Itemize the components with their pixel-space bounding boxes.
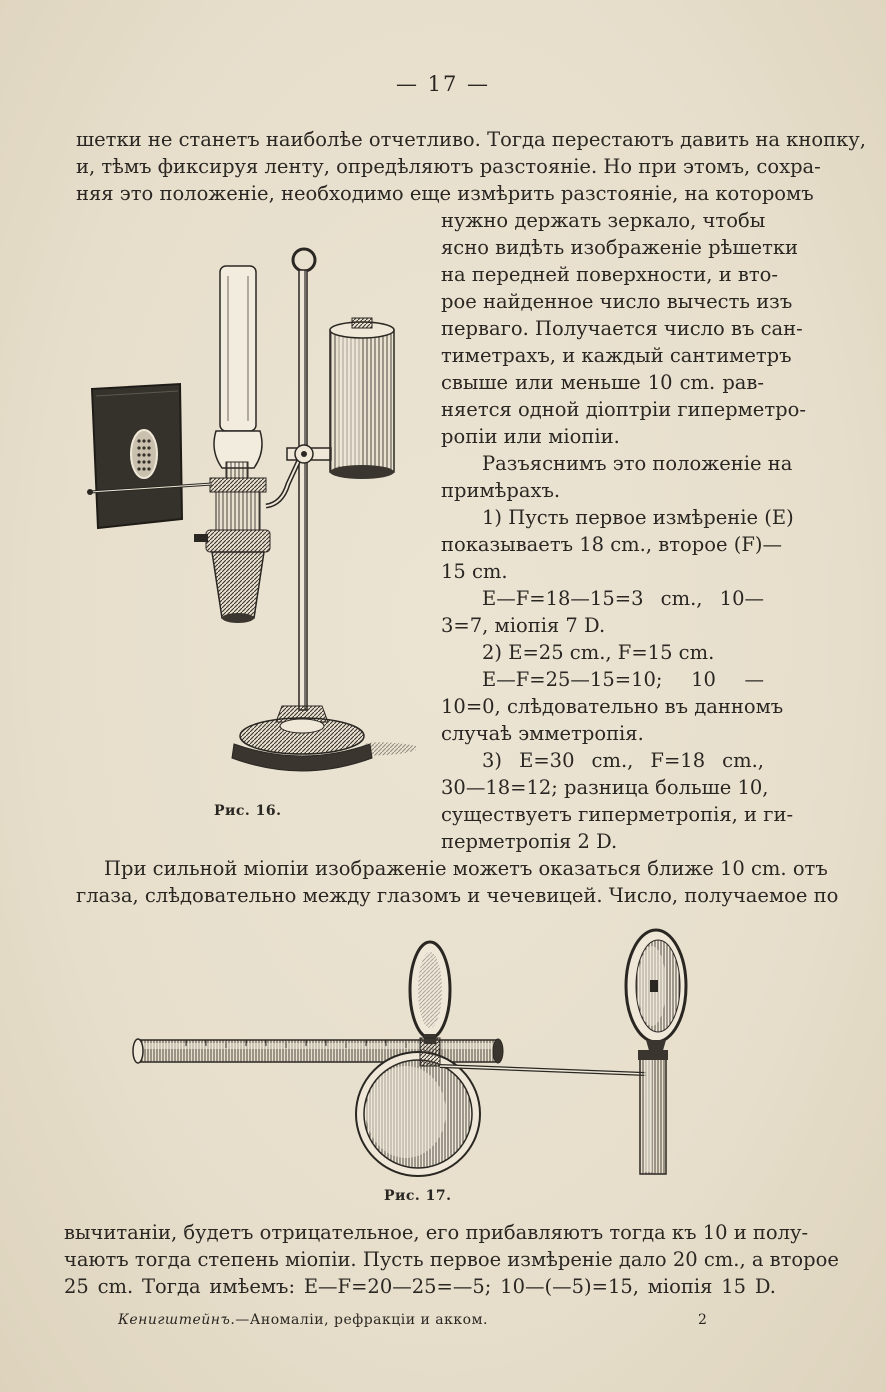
column-line-11: примѣрахъ. (441, 479, 561, 502)
figure-17-instrument-illustration (126, 926, 716, 1182)
footer-signature (118, 1312, 488, 1328)
column-line-18: E—F=25—15=10; 10 — (482, 668, 764, 691)
figure-17-caption: Рис. 17. (384, 1188, 452, 1204)
page-number: — 17 — (395, 72, 491, 96)
column-line-9: ропіи или міопіи. (441, 425, 620, 448)
text-line-middle-2: глаза, слѣдовательно между глазомъ и чечевицей. Число, получаемое по (76, 884, 839, 907)
column-line-5: перваго. Получается число въ сан- (441, 317, 803, 340)
column-line-1: нужно держать зеркало, чтобы (441, 209, 766, 232)
figure-16-lamp-illustration (82, 236, 422, 786)
column-line-23: существуетъ гиперметропія, и ги- (441, 803, 794, 826)
text-line-bottom-2: чаютъ тогда степень міопіи. Пусть первое измѣреніе дало 20 cm., а второе (64, 1248, 839, 1271)
text-line-top-3: няя это положеніе, необходимо еще измѣрить разстояніе, на которомъ (76, 182, 814, 205)
footer-sheet-number: 2 (698, 1312, 708, 1328)
footer-title: —Аномаліи, рефракціи и акком. (235, 1312, 488, 1328)
column-line-10: Разъяснимъ это положеніе на (482, 452, 793, 475)
column-line-14: 15 cm. (441, 560, 508, 583)
column-line-3: на передней поверхности, и вто- (441, 263, 778, 286)
column-line-2: ясно видѣть изображеніе рѣшетки (441, 236, 799, 259)
column-line-17: 2) E=25 cm., F=15 cm. (482, 641, 715, 664)
column-line-15: E—F=18—15=3 cm., 10— (482, 587, 764, 610)
column-line-4: рое найденное число вычесть изъ (441, 290, 793, 313)
column-line-13: показываетъ 18 cm., второе (F)— (441, 533, 782, 556)
footer-author: Кенигштейнъ. (118, 1312, 236, 1328)
text-line-bottom-3: 25 cm. Тогда имѣемъ: E—F=20—25=—5; 10—(—5)=15, міопія 15 D. (64, 1275, 776, 1298)
text-line-top-1: шетки не станетъ наиболѣе отчетливо. Тогда перестаютъ давить на кнопку, (76, 128, 866, 151)
column-line-6: тиметрахъ, и каждый сантиметръ (441, 344, 792, 367)
column-line-20: случаѣ эмметропія. (441, 722, 644, 745)
text-line-top-2: и, тѣмъ фиксируя ленту, опредѣляютъ разстояніе. Но при этомъ, сохра- (76, 155, 821, 178)
column-line-16: 3=7, міопія 7 D. (441, 614, 606, 637)
column-line-12: 1) Пусть первое измѣреніе (E) (482, 506, 794, 529)
figure-16-caption: Рис. 16. (214, 803, 282, 819)
column-line-21: 3) E=30 cm., F=18 cm., (482, 749, 764, 772)
text-line-bottom-1: вычитаніи, будетъ отрицательное, его прибавляютъ тогда къ 10 и полу- (64, 1221, 809, 1244)
column-line-22: 30—18=12; разница больше 10, (441, 776, 769, 799)
column-line-8: няется одной діоптріи гиперметро- (441, 398, 806, 421)
text-line-middle-1: При сильной міопіи изображеніе можетъ оказаться ближе 10 cm. отъ (104, 857, 828, 880)
column-line-24: перметропія 2 D. (441, 830, 618, 853)
column-line-7: свыше или меньше 10 cm. рав- (441, 371, 764, 394)
column-line-19: 10=0, слѣдовательно въ данномъ (441, 695, 784, 718)
